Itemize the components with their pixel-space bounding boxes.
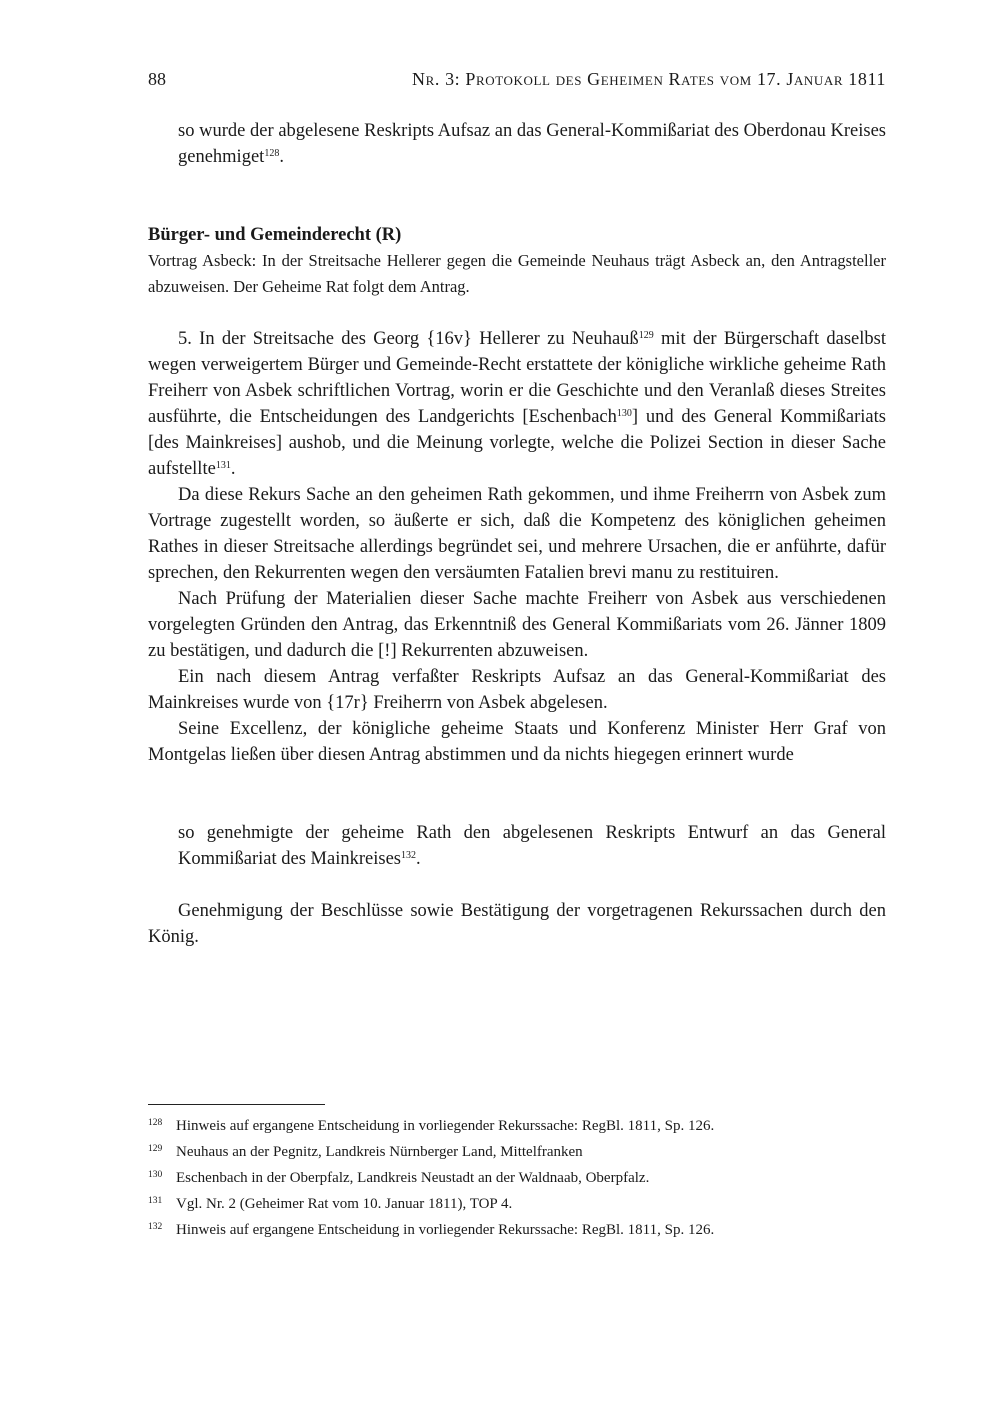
footnote-text: Neuhaus an der Pegnitz, Landkreis Nürnberger Land, Mittelfranken xyxy=(176,1144,583,1160)
footnote xyxy=(148,1191,886,1217)
footnote xyxy=(148,1113,886,1139)
footnote-ref-128[interactable]: 128 xyxy=(264,148,280,159)
footnote xyxy=(148,1165,886,1191)
paragraph-3: Nach Prüfung der Materialien dieser Sache machte Freiherr von Asbek aus verschiedenen vorgelegten Gründen den Antrag, das Erkenntniß des General Kommißariats vom 26. Jänner 1809 zu bestätigen, und dadurch die [!] Rekurrenten abzuweisen. xyxy=(148,589,886,661)
footnote-text: Vgl. Nr. 2 (Geheimer Rat vom 10. Januar 1811), TOP 4. xyxy=(176,1196,513,1212)
footnote-ref-130[interactable]: 130 xyxy=(616,408,632,419)
decision-132 xyxy=(178,820,886,872)
footnote-number: 132 xyxy=(148,1222,163,1232)
footnote-text: Hinweis auf ergangene Entscheidung in vorliegender Rekurssache: RegBl. 1811, Sp. 126. xyxy=(176,1118,715,1134)
footnote-number: 128 xyxy=(148,1118,163,1128)
section-summary: Vortrag Asbeck: In der Streitsache Hellerer gegen die Gemeinde Neuhaus trägt Asbeck an, den Antragsteller abzuweisen. Der Geheime Rat folgt dem Antrag. xyxy=(148,251,886,296)
footnote xyxy=(148,1217,886,1243)
paragraph-4: Ein nach diesem Antrag verfaßter Reskripts Aufsaz an das General-Kommißariat des Mainkreises wurde von {17r} Freiherrn von Asbek abgelesen. xyxy=(148,667,886,713)
closing-paragraph: Genehmigung der Beschlüsse sowie Bestätigung der vorgetragenen Rekurssachen durch den König. xyxy=(148,901,886,947)
footnote-ref-132[interactable]: 132 xyxy=(400,850,416,861)
footnote-number: 129 xyxy=(148,1144,163,1154)
decision-text: so wurde der abgelesene Reskripts Aufsaz an das General-Kommißariat des Oberdonau Kreises genehmiget$^{128}$. xyxy=(178,121,886,167)
paragraph-5: Seine Excellenz, der königliche geheime Staats und Konferenz Minister Herr Graf von Montgelas ließen über diesen Antrag abstimmen und da nichts hiegegen erinnert wurde xyxy=(148,719,886,765)
running-header xyxy=(148,66,886,92)
section-heading: Bürger- und Gemeinderecht (R) xyxy=(148,225,402,245)
running-title: Nr. 3: Protokoll des Geheimen Rates vom 17. Januar 1811 xyxy=(412,69,886,89)
footnote xyxy=(148,1139,886,1165)
footnote-separator xyxy=(148,1104,325,1105)
closing-note xyxy=(148,898,886,950)
page-number: 88 xyxy=(148,69,166,89)
footnote-text: Hinweis auf ergangene Entscheidung in vorliegender Rekurssache: RegBl. 1811, Sp. 126. xyxy=(176,1222,715,1238)
footnote-ref-131[interactable]: 131 xyxy=(215,460,231,471)
footnote-number: 130 xyxy=(148,1170,163,1180)
decision-text: so genehmigte der geheime Rath den abgelesenen Reskripts Entwurf an das General Kommißariat des Mainkreises$^{132}$. xyxy=(178,823,886,869)
main-body xyxy=(148,326,886,768)
footnote-text: Eschenbach in der Oberpfalz, Landkreis Neustadt an der Waldnaab, Oberpfalz. xyxy=(176,1170,650,1186)
decision-128 xyxy=(178,118,886,170)
footnotes xyxy=(148,1113,886,1243)
paragraph-2: Da diese Rekurs Sache an den geheimen Rath gekommen, und ihme Freiherrn von Asbek zum Vortrage zugestellt worden, so äußerte er sich, daß die Kompetenz des königlichen geheimen Rathes in dieser Streitsache allerdings begründet sei, und mehrere Ursachen, die er anführte, dafür sprechen, den Rekurrenten wegen den versäumten Fatalien brevi manu zu restituiren. xyxy=(148,485,886,583)
paragraph-1: 5. In der Streitsache des Georg {16v} Hellerer zu Neuhauß$^{129}$ mit der Bürgerschaft daselbst wegen verweigertem Bürger und Gemeinde-Recht erstattete der königliche wirkliche geheime Rath Freiherr von Asbek schriftlichen Vortrag, worin er die Geschichte und den Veranlaß dieses Streites ausführte, die Entscheidungen des Landgerichts [Eschenbach$^{130}$] und des General Kommißariats [des Mainkreises] aushob, und die Meinung vorlegte, welche die Polizei Section in dieser Sache aufstellte$^{131}$. xyxy=(148,329,886,479)
footnote-number: 131 xyxy=(148,1196,163,1206)
document-page xyxy=(148,0,886,1418)
footnote-ref-129[interactable]: 129 xyxy=(638,330,654,341)
